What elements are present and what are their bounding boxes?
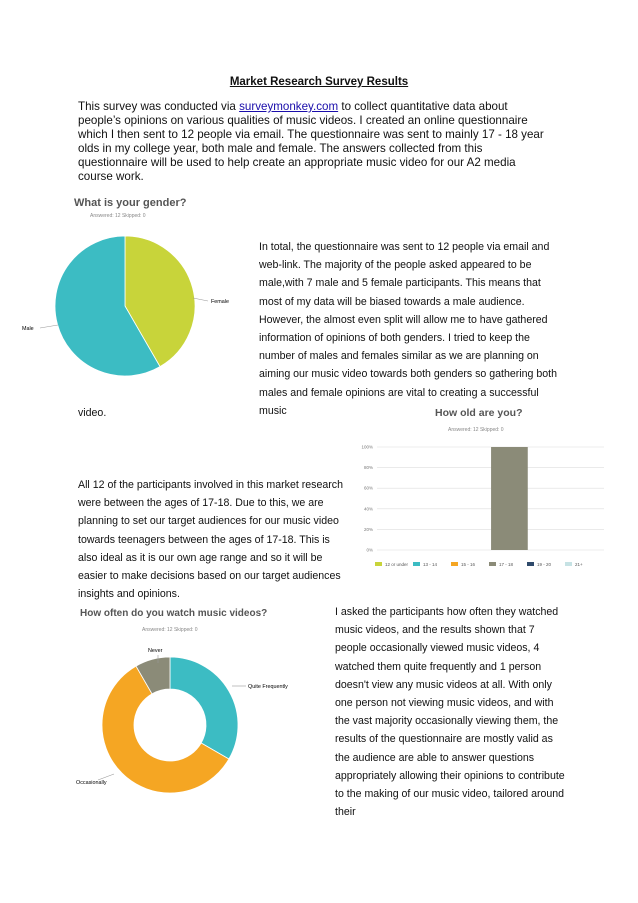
legend-label-19-20: 19 - 20 — [537, 562, 552, 567]
gender-paragraph: In total, the questionnaire was sent to 12 people via email and web-link. The majority of the people asked appeared to be male,with 7 male and 5 female participants. This means that most of my data will be biased towards a male audience. However, the almost even split will allow me to have gathered information of opinions of both genders. I tried to keep the number of males and females similar as we are planning on aiming our music video towards both genders so gathering both males and female opinions are vital to creating a successful music — [259, 241, 557, 417]
age-chart — [350, 403, 610, 581]
age-bars — [491, 447, 528, 550]
watch-paragraph: I asked the participants how often they watched music videos, and the results shown that 7 people occasionally viewed music videos, 4 watched them quite frequently and 1 person doesn't view any music videos at all. With only one person not viewing music videos, and with the vast majority occasionally viewing them, the results of the questionnaire are mostly valid as the audience are able to answer questions appropriately allowing their opinions to contribute to the making of our music video, tailored around their — [335, 606, 565, 819]
male-slice-label: Male — [22, 326, 34, 332]
female-slice-label: Female — [211, 299, 229, 305]
legend-swatch-19-20 — [527, 562, 534, 566]
gender-pie-slices — [55, 236, 195, 376]
gender-chart-title: What is your gender? — [74, 197, 187, 209]
age-legend — [375, 562, 583, 567]
age-chart-title: How old are you? — [435, 407, 523, 419]
y-tick-label: 100% — [361, 444, 373, 450]
gender-chart-subtitle: Answered: 12 Skipped: 0 — [90, 213, 146, 219]
legend-swatch-13-14 — [413, 562, 420, 566]
watch-chart-subtitle: Answered: 12 Skipped: 0 — [142, 627, 198, 633]
intro-text-start: This survey was conducted via — [78, 100, 240, 113]
slice-quite-frequently — [170, 657, 238, 759]
male-leader-line — [40, 325, 58, 328]
bar-17-18 — [491, 447, 528, 550]
gender-pie — [0, 195, 260, 395]
surveymonkey-link[interactable]: surveymonkey.com — [239, 100, 339, 113]
intro-text-end: to collect quantitative data about people’s opinions on various qualities of music videos. I created an online questionnaire which I then sent to 12 people via email. The questionnaire was sent to mainly 17 - 18 year olds in my college year, both male and female. The answers collected from this questionnaire will be used to help create an appropriate music video for our A2 media course work. — [78, 100, 544, 183]
gender-paragraph-tail: video. — [78, 407, 107, 419]
legend-swatch-17-18 — [489, 562, 496, 566]
legend-label-21: 21+ — [575, 562, 583, 567]
page-title: Market Research Survey Results — [229, 76, 409, 88]
y-tick-label: 80% — [363, 465, 373, 471]
legend-swatch-12-or-under — [375, 562, 382, 566]
legend-swatch-21 — [565, 562, 572, 566]
never-slice-label: Never — [148, 648, 163, 654]
age-grid — [361, 445, 604, 553]
watch-chart-title: How often do you watch music videos? — [80, 608, 268, 619]
y-tick-label: 40% — [363, 506, 373, 512]
legend-label-17-18: 17 - 18 — [499, 562, 514, 567]
quite-frequently-slice-label: Quite Frequently — [248, 684, 288, 690]
age-bar-chart — [350, 403, 610, 581]
y-tick-label: 60% — [363, 485, 373, 491]
legend-label-12-or-under: 12 or under — [385, 562, 409, 567]
age-paragraph: All 12 of the participants involved in this market research were between the ages of 17-18. Due to this, we are planning to set our target audiences for our music video towards teenagers between the ages of 17-18. This is also ideal as it is our own age range and so it will be easier to make decisions based on our target audiences insights and opinions. — [78, 479, 343, 601]
y-tick-label: 0% — [366, 547, 373, 553]
legend-swatch-15-16 — [451, 562, 458, 566]
watch-donut-slices — [102, 657, 238, 793]
y-tick-label: 20% — [363, 526, 373, 532]
age-chart-subtitle: Answered: 12 Skipped: 0 — [448, 427, 504, 433]
watch-chart — [70, 598, 305, 803]
watch-donut — [70, 598, 305, 803]
legend-label-15-16: 15 - 16 — [461, 562, 476, 567]
gender-chart — [22, 195, 250, 395]
occasionally-slice-label: Occasionally — [76, 780, 107, 786]
legend-label-13-14: 13 - 14 — [423, 562, 438, 567]
intro-paragraph — [78, 100, 548, 184]
